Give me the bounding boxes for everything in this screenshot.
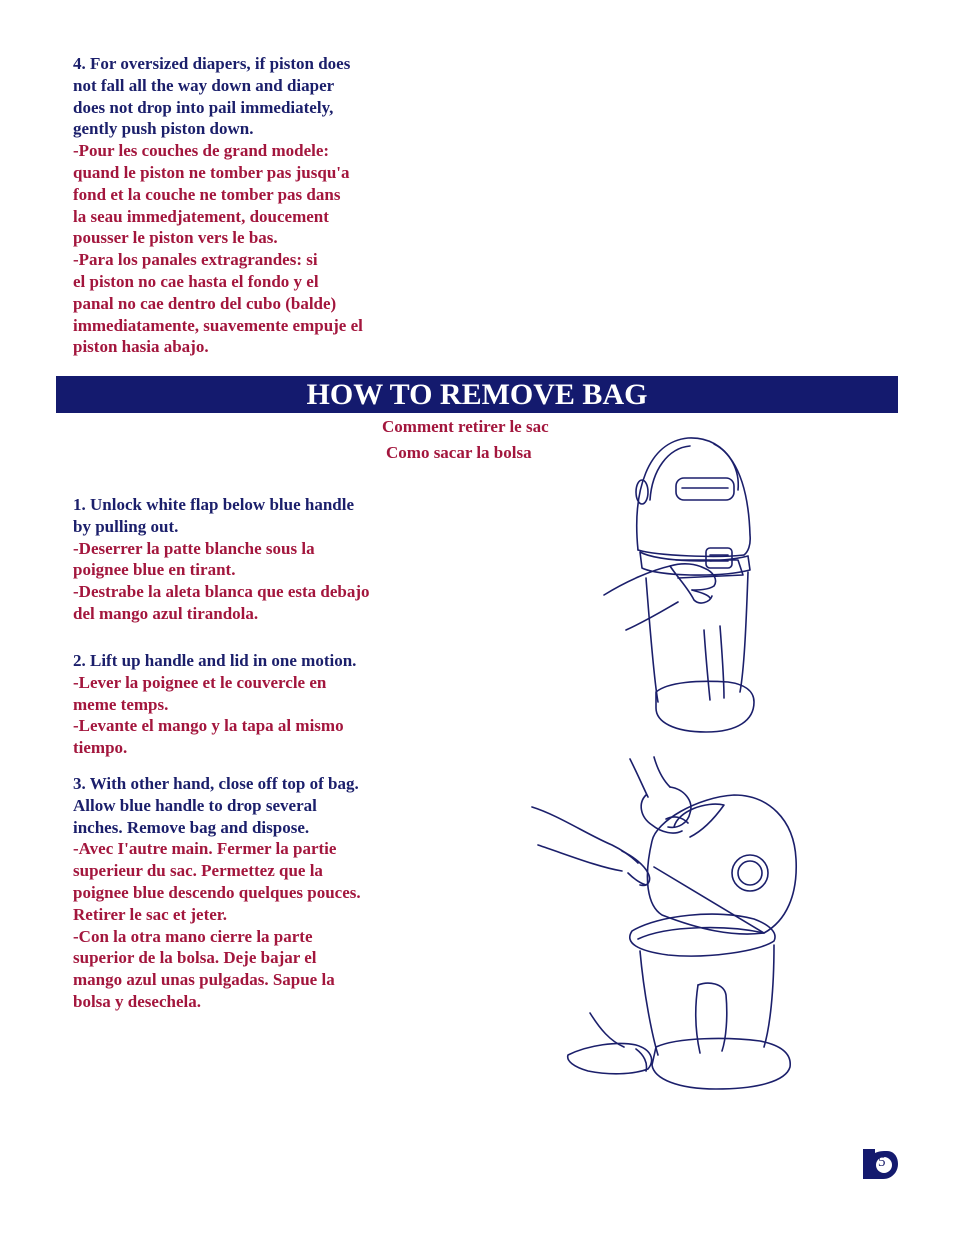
section-subtitle-fr: Comment retirer le sac xyxy=(382,417,549,436)
step-4-es-line: -Para los panales extragrandes: si xyxy=(73,250,318,270)
step-1-en-line: 1. Unlock white flap below blue handle xyxy=(73,495,355,514)
step-3-fr-line: poignee blue descendo quelques pouces. xyxy=(73,882,361,902)
step-3-en-line: 3. With other hand, close off top of bag. xyxy=(73,774,359,793)
step-3-es-line: -Con la otra mano cierre la parte xyxy=(73,926,313,946)
step-2-fr-line: meme temps. xyxy=(73,694,169,714)
diaper-pail-remove-bag-illustration xyxy=(528,755,798,1090)
step-3-es-line: bolsa y desechela. xyxy=(73,991,201,1011)
step-1-en-line: by pulling out. xyxy=(73,516,179,536)
step-3-es-line: mango azul unas pulgadas. Sapue la xyxy=(73,970,335,990)
step-2-es-line: -Levante el mango y la tapa al mismo xyxy=(73,716,344,736)
step-2-en-line: 2. Lift up handle and lid in one motion. xyxy=(73,651,357,670)
step-2-es-line: tiempo. xyxy=(73,738,128,758)
step-2-fr-line: -Lever la poignee et le couvercle en xyxy=(73,672,327,692)
step-4-en-line: gently push piston down. xyxy=(73,119,254,139)
step-3-fr-line: superieur du sac. Permettez que la xyxy=(73,861,323,881)
step-1-es-line: -Destrabe la aleta blanca que esta debajo xyxy=(73,582,370,602)
step-4-en-line: 4. For oversized diapers, if piston does xyxy=(73,54,351,73)
step-4-fr-line: pousser le piston vers le bas. xyxy=(73,228,278,248)
step-3-en-line: inches. Remove bag and dispose. xyxy=(73,817,310,837)
step-3-fr-line: -Avec I'autre main. Fermer la partie xyxy=(73,839,337,859)
step-4-es-line: piston hasia abajo. xyxy=(73,337,209,357)
step-4-es-line: el piston no cae hasta el fondo y el xyxy=(73,271,319,291)
step-1-fr-line: -Deserrer la patte blanche sous la xyxy=(73,538,315,558)
step-3-en-line: Allow blue handle to drop several xyxy=(73,795,317,815)
step-1-fr-line: poignee blue en tirant. xyxy=(73,560,236,580)
step-4-text xyxy=(73,53,363,358)
section-subtitle-es: Como sacar la bolsa xyxy=(386,443,532,462)
step-4-fr-line: fond et la couche ne tomber pas dans xyxy=(73,184,341,204)
step-1-text xyxy=(73,494,370,625)
step-3-es-line: superior de la bolsa. Deje bajar el xyxy=(73,948,317,968)
step-4-es-line: immediatamente, suavemente empuje el xyxy=(73,315,363,335)
step-4-fr-line: -Pour les couches de grand modele: xyxy=(73,141,330,161)
step-4-es-line: panal no cae dentro del cubo (balde) xyxy=(73,293,337,313)
diaper-pail-unlock-illustration xyxy=(598,430,768,740)
page-number: 5 xyxy=(878,1154,886,1170)
step-4-en-line: not fall all the way down and diaper xyxy=(73,75,335,95)
step-1-es-line: del mango azul tirandola. xyxy=(73,603,259,623)
step-2-text xyxy=(73,650,356,759)
step-3-fr-line: Retirer le sac et jeter. xyxy=(73,904,228,924)
step-4-fr-line: quand le piston ne tomber pas jusqu'a xyxy=(73,162,350,182)
section-title-banner: HOW TO REMOVE BAG xyxy=(56,376,898,413)
step-3-text xyxy=(73,773,361,1013)
step-4-en-line: does not drop into pail immediately, xyxy=(73,97,334,117)
step-4-fr-line: la seau immedjatement, doucement xyxy=(73,206,329,226)
